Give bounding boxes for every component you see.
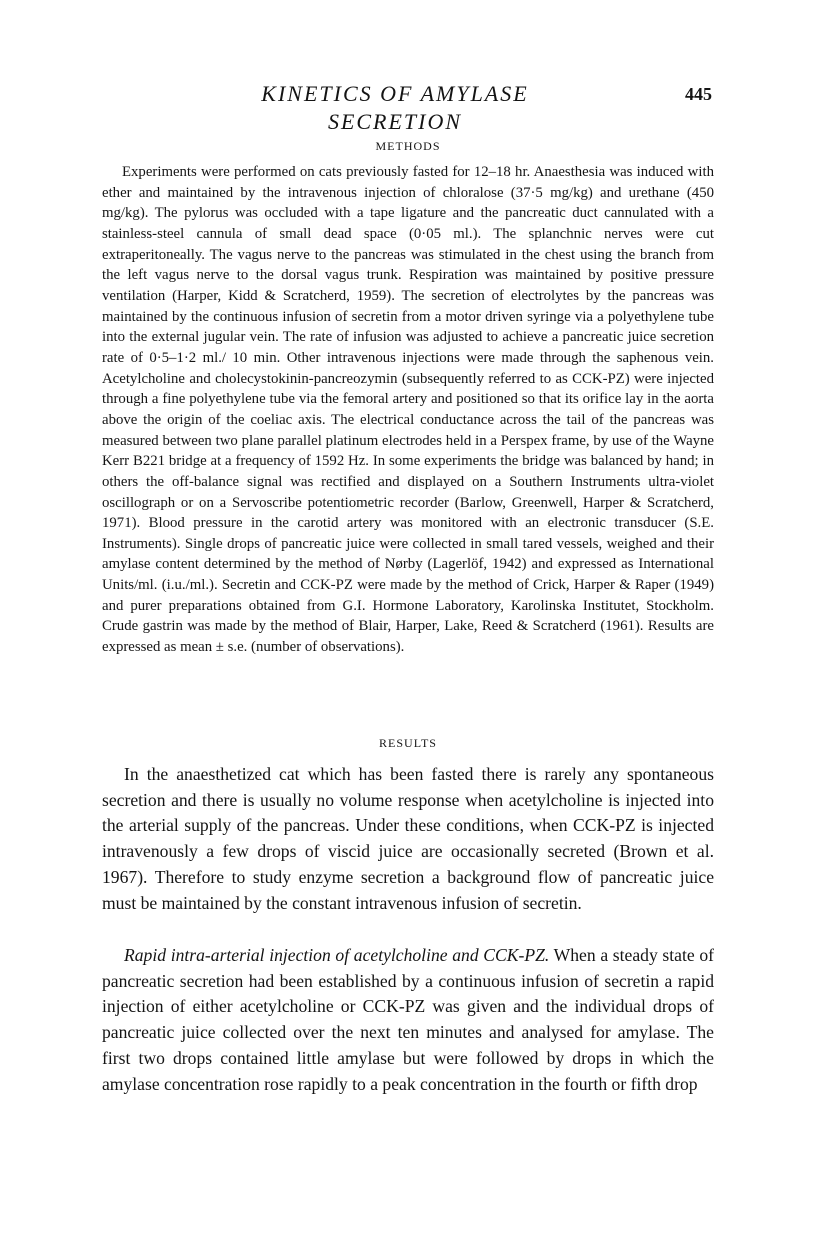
- results-paragraph-1: In the anaesthetized cat which has been fasted there is rarely any spontaneous secretion and there is usually no volume response when acetylcholine is injected into the arterial supply of the pancreas. Under these conditions, when CCK-PZ is injected intravenously a few drops of viscid juice are occasionally secreted (Brown et al. 1967). Therefore to study enzyme secretion a background flow of pancreatic juice must be maintained by the constant intravenous infusion of secretin.: [102, 764, 714, 913]
- methods-paragraph: Experiments were performed on cats previously fasted for 12–18 hr. Anaesthesia was induced with ether and maintained by the intravenous injection of chloralose (37·5 mg/kg) and urethane (450 mg/kg). The pylorus was occluded with a tape ligature and the pancreatic duct cannulated with a stainless-steel cannula of small dead space (0·05 ml.). The splanchnic nerves were cut extraperitoneally. The vagus nerve to the pancreas was stimulated in the chest using the branch from the left vagus nerve to the dorsal vagus trunk. Respiration was maintained by positive pressure ventilation (Harper, Kidd & Scratcherd, 1959). The secretion of electrolytes by the pancreas was maintained by the continuous infusion of secretin from a motor driven syringe via a polyethylene tube into the external jugular vein. The rate of infusion was adjusted to achieve a pancreatic juice secretion rate of 0·5–1·2 ml./ 10 min. Other intravenous injections were made through the saphenous vein. Acetylcholine and cholecystokinin-pancreozymin (subsequently referred to as CCK-PZ) were injected through a fine polyethylene tube via the femoral artery and positioned so that its orifice lay in the aorta above the origin of the coeliac axis. The electrical conductance across the tail of the pancreas was measured between two plane parallel platinum electrodes held in a Perspex frame, by use of the Wayne Kerr B221 bridge at a frequency of 1592 Hz. In some experiments the bridge was balanced by hand; in others the off-balance signal was rectified and displayed on a Southern Instruments ultra-violet oscillograph or on a Servoscribe potentiometric recorder (Barlow, Greenwell, Harper & Scratcherd, 1971). Blood pressure in the carotid artery was monitored with an electronic transducer (S.E. Instruments). Single drops of pancreatic juice were collected in small tared vessels, weighed and their amylase content determined by the method of Nørby (Lagerlöf, 1942) and expressed as International Units/ml. (i.u./ml.). Secretin and CCK-PZ were made by the method of Crick, Harper & Raper (1949) and purer preparations obtained from G.I. Hormone Laboratory, Karolinska Institutet, Stockholm. Crude gastrin was made by the method of Blair, Harper, Lake, Reed & Scratcherd (1961). Results are expressed as mean ± s.e. (number of observations).: [102, 164, 714, 656]
- page-number: 445: [685, 84, 712, 104]
- results-paragraph-2: [102, 943, 714, 1097]
- results-subsection-heading: Rapid intra-arterial injection of acetylcholine and CCK-PZ.: [124, 945, 550, 965]
- results-paragraph-2-body: When a steady state of pancreatic secretion had been established by a continuous infusion of secretin a rapid injection of either acetylcholine or CCK-PZ was given and the individual drops of pancreatic juice collected over the next ten minutes and analysed for amylase. The first two drops contained little amylase but were followed by drops in which the amylase concentration rose rapidly to a peak concentration in the fourth or fifth drop: [102, 945, 714, 1094]
- running-title: KINETICS OF AMYLASE SECRETION: [261, 81, 529, 134]
- methods-heading: METHODS: [375, 139, 441, 153]
- running-head: [0, 80, 816, 134]
- results-heading: RESULTS: [379, 736, 437, 750]
